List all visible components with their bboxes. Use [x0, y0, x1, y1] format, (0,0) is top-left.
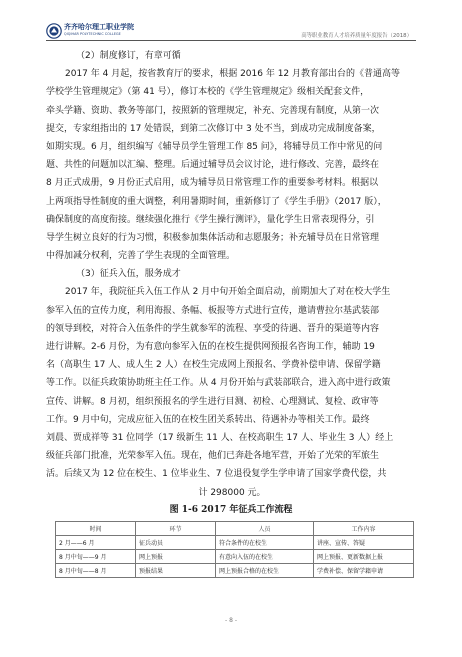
paragraph-line: 的领导到校，对符合入伍条件的学生就参军的流程、享受的待遇、晋升的渠道等内容 — [46, 323, 380, 334]
table-cell: 学费补偿、保留学籍申请 — [314, 564, 414, 578]
table-cell: 有意向入伍的在校生 — [216, 550, 314, 564]
section-heading: （3）征兵入伍，服务成才 — [76, 269, 181, 280]
paragraph-line: 等工作。以征兵政策协助班主任工作。从 4 月份开始与武装部联合，进入高中进行政策 — [46, 378, 391, 389]
paragraph-line: 活。后续又为 12 位在校生、1 位毕业生、7 位退役复学生学申请了国家学费代偿，共 — [46, 469, 387, 480]
table-cell: 8 月中旬——9 月 — [56, 550, 136, 564]
table-cell: 网上预报 — [136, 550, 216, 564]
table-cell: 2 月——6 月 — [56, 536, 136, 550]
header-divider — [46, 40, 416, 41]
table-row — [56, 564, 414, 578]
paragraph-line: 级征兵部门批准，光荣参军入伍。现在，他们已奔赴各地军营，开始了光荣的军旅生 — [46, 451, 380, 462]
table-header-cell: 时间 — [56, 522, 136, 536]
table-cell: 征兵动员 — [136, 536, 216, 550]
paragraph-line: 中得加减分权利，完善了学生表现的全面管理。 — [46, 251, 236, 262]
table-row — [56, 550, 414, 564]
school-name-en: QIQIHAR POLYTECHNIC COLLEGE — [64, 32, 121, 36]
paragraph-line: 上两项指导性制度的重大调整，利用暑期时间，重新修订了《学生手册》（2017 版）， — [46, 196, 387, 207]
paragraph-line: 提交，专家组指出的 17 处错误，到第二次修订中 3 处不当，到成功完成制度备案， — [46, 123, 381, 134]
table-header-row — [56, 522, 414, 536]
paragraph-line: 宣传、讲解。8 月初，组织预报名的学生进行目测、初检、心理测试、复检、政审等 — [46, 396, 379, 407]
paragraph-line: 确保制度的高度衔接。继续强化推行《学生操行测评》，量化学生日常表现得分，引 — [46, 214, 375, 225]
enlistment-workflow-table — [55, 521, 414, 578]
page-number: - 8 - — [225, 617, 237, 624]
school-logo-icon — [46, 23, 62, 39]
table-cell: 网上预报、更新数据上报 — [314, 550, 414, 564]
table-header-cell: 工作内容 — [314, 522, 414, 536]
figure-title: 图 1-6 2017 年征兵工作流程 — [169, 505, 293, 515]
paragraph-line: 2017 年 4 月起，按省教育厅的要求，根据 2016 年 12 月教育部出台的《普通高等 — [65, 69, 401, 80]
paragraph-line: 名（高职生 17 人、成人生 2 人）在校生完成网上预报名、学费补偿申请、保留学籍 — [46, 360, 381, 371]
body-text — [46, 47, 418, 502]
paragraph-line: 计 298000 元。 — [198, 487, 266, 498]
table-cell: 预报结果 — [136, 564, 216, 578]
paragraph-line: 参军入伍的宣传力度，利用海报、条幅、板报等方式进行宣传，邀请曹拉尔基武装部 — [46, 305, 380, 316]
paragraph-line: 牵头学籍、资助、教务等部门，按照新的管理规定，补充、完善现有制度，从第一次 — [46, 105, 380, 116]
paragraph-line: 学校学生管理规定》（第 41 号），修订本校的《学生管理规定》级相关配套文件， — [46, 87, 370, 98]
page-header — [0, 0, 462, 44]
table-row — [56, 536, 414, 550]
paragraph-line: 题、共性的问题加以汇编、整理。后通过辅导员会议讨论，进行修改、完善，最终在 — [46, 160, 380, 171]
table-cell: 8 月中旬——8 月 — [56, 564, 136, 578]
paragraph-line: 导学生树立良好的行为习惯，积极参加集体活动和志愿服务；补充辅导员在日常管理 — [46, 232, 380, 243]
table-header-cell: 人员 — [216, 522, 314, 536]
paragraph-line: 工作。9 月中旬，完成应征入伍的在校生团关系转出、待遇补办等相关工作。最终 — [46, 414, 370, 425]
paragraph-line: 进行讲解。2-6 月份，为有意向参军入伍的在校生提供网预报名咨询工作，辅助 19 — [46, 342, 375, 352]
section-heading: （2）制度修订，有章可循 — [76, 51, 181, 61]
paragraph-line: 8 月正式成册，9 月份正式启用，成为辅导员日常管理工作的重要参考材料。根据以 — [46, 178, 379, 189]
report-title: 高等职业教育人才培养质量年度报告（2018） — [301, 33, 412, 39]
paragraph-line: 如期实现。6 月，组织编写《辅导员学生管理工作 85 问》，将辅导员工作中常见的问 — [46, 141, 383, 152]
school-name: 齐齐哈尔理工职业学院 — [64, 23, 134, 31]
table-cell: 网上预报合格的在校生 — [216, 564, 314, 578]
table-header-cell: 环节 — [136, 522, 216, 536]
paragraph-line: 2017 年，我院征兵入伍工作从 2 月中旬开始全面启动，前期加大了对在校大学生 — [65, 287, 391, 298]
paragraph-line: 刘晨、贾成祥等 31 位同学（17 级新生 11 人、在校高职生 17 人、毕业生 3 人）经上 — [46, 432, 394, 443]
table-cell: 讲座、宣传、答疑 — [314, 536, 414, 550]
table-cell: 符合条件的在校生 — [216, 536, 314, 550]
